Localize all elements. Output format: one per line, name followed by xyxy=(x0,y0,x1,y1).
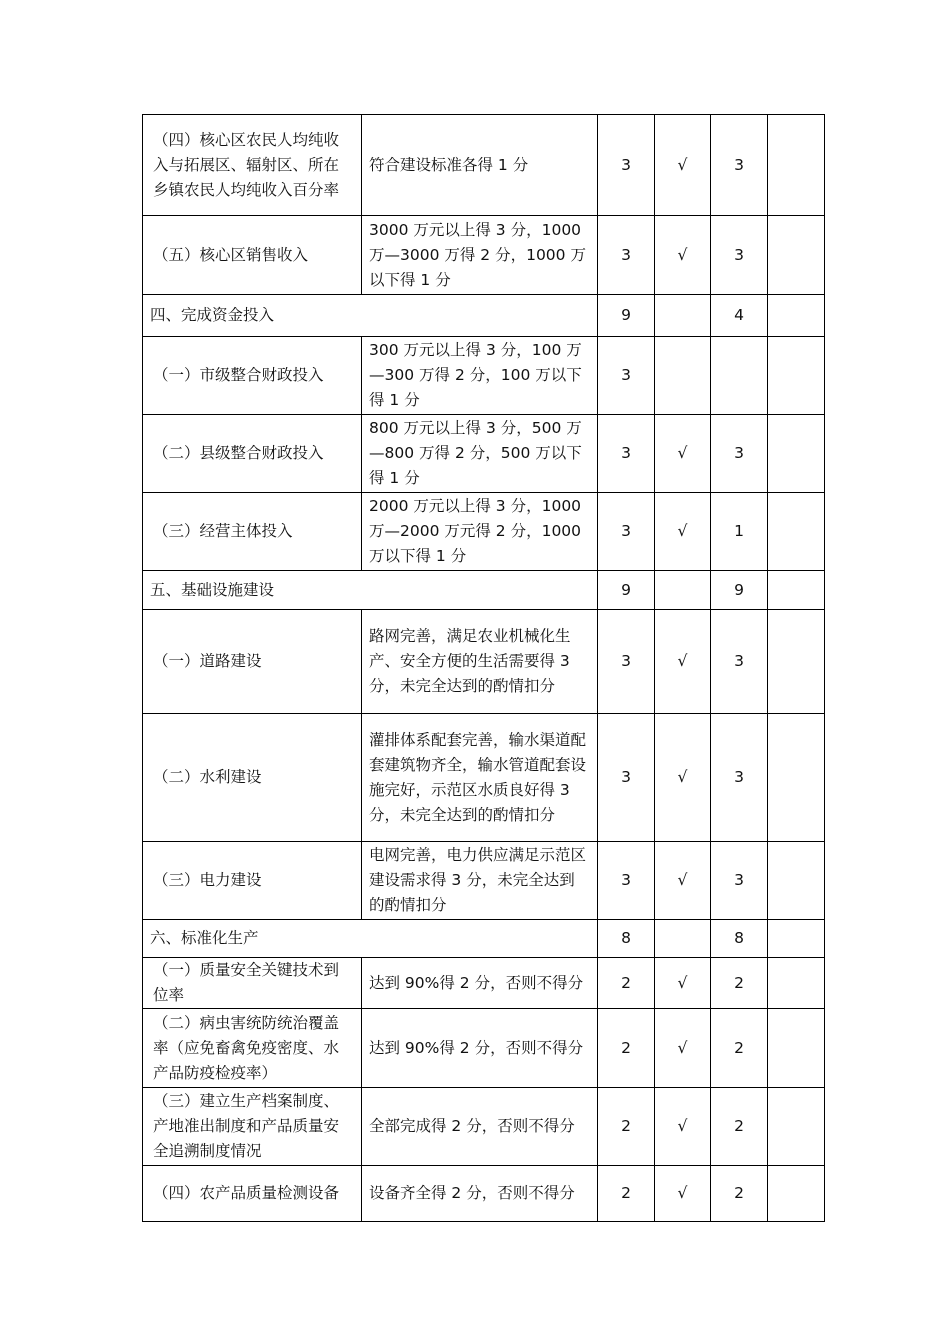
remark-cell xyxy=(768,115,825,216)
item-name-cell: （二）县级整合财政投入 xyxy=(143,415,362,493)
actual-score-cell: 2 xyxy=(711,1088,768,1166)
section-title-cell: 六、标准化生产 xyxy=(143,920,598,958)
item-name-cell: （一）市级整合财政投入 xyxy=(143,337,362,415)
item-name-cell: （四）农产品质量检测设备 xyxy=(143,1166,362,1222)
item-name-cell: （一）道路建设 xyxy=(143,610,362,714)
actual-score-cell: 4 xyxy=(711,295,768,337)
item-row xyxy=(143,216,825,295)
item-name-cell: （四）核心区农民人均纯收入与拓展区、辐射区、所在乡镇农民人均纯收入百分率 xyxy=(143,115,362,216)
item-name-cell: （二）病虫害统防统治覆盖率（应免畜禽免疫密度、水产品防疫检疫率） xyxy=(143,1009,362,1088)
item-row xyxy=(143,493,825,571)
actual-score-cell xyxy=(711,337,768,415)
item-row xyxy=(143,115,825,216)
full-score-cell: 2 xyxy=(598,1009,655,1088)
full-score-cell: 3 xyxy=(598,115,655,216)
check-mark-cell: √ xyxy=(655,958,711,1009)
remark-cell xyxy=(768,958,825,1009)
item-name-cell: （三）电力建设 xyxy=(143,842,362,920)
item-name-cell: （二）水利建设 xyxy=(143,714,362,842)
item-name-cell: （一）质量安全关键技术到位率 xyxy=(143,958,362,1009)
remark-cell xyxy=(768,493,825,571)
full-score-cell: 3 xyxy=(598,415,655,493)
actual-score-cell: 2 xyxy=(711,1009,768,1088)
actual-score-cell: 3 xyxy=(711,415,768,493)
item-row xyxy=(143,958,825,1009)
section-title-cell: 四、完成资金投入 xyxy=(143,295,598,337)
section-title-cell: 五、基础设施建设 xyxy=(143,571,598,610)
actual-score-cell: 9 xyxy=(711,571,768,610)
criteria-cell: 300 万元以上得 3 分，100 万—300 万得 2 分，100 万以下得 1 分 xyxy=(362,337,598,415)
actual-score-cell: 8 xyxy=(711,920,768,958)
full-score-cell: 2 xyxy=(598,958,655,1009)
criteria-cell: 2000 万元以上得 3 分，1000 万—2000 万元得 2 分，1000 万以下得 1 分 xyxy=(362,493,598,571)
remark-cell xyxy=(768,1009,825,1088)
item-name-cell: （三）建立生产档案制度、产地准出制度和产品质量安全追溯制度情况 xyxy=(143,1088,362,1166)
criteria-cell: 3000 万元以上得 3 分，1000 万—3000 万得 2 分，1000 万以下得 1 分 xyxy=(362,216,598,295)
check-mark-cell: √ xyxy=(655,842,711,920)
remark-cell xyxy=(768,610,825,714)
section-row xyxy=(143,571,825,610)
criteria-cell: 达到 90%得 2 分，否则不得分 xyxy=(362,958,598,1009)
item-row xyxy=(143,610,825,714)
check-mark-cell: √ xyxy=(655,1166,711,1222)
check-mark-cell: √ xyxy=(655,714,711,842)
criteria-cell: 灌排体系配套完善，输水渠道配套建筑物齐全，输水管道配套设施完好，示范区水质良好得 3 分，未完全达到的酌情扣分 xyxy=(362,714,598,842)
remark-cell xyxy=(768,337,825,415)
scoring-table-body xyxy=(143,115,825,1222)
remark-cell xyxy=(768,295,825,337)
full-score-cell: 8 xyxy=(598,920,655,958)
actual-score-cell: 3 xyxy=(711,714,768,842)
item-row xyxy=(143,415,825,493)
actual-score-cell: 3 xyxy=(711,610,768,714)
criteria-cell: 符合建设标准各得 1 分 xyxy=(362,115,598,216)
check-mark-cell: √ xyxy=(655,1088,711,1166)
check-mark-cell: √ xyxy=(655,493,711,571)
item-row xyxy=(143,714,825,842)
check-mark-cell xyxy=(655,920,711,958)
actual-score-cell: 3 xyxy=(711,115,768,216)
criteria-cell: 设备齐全得 2 分，否则不得分 xyxy=(362,1166,598,1222)
criteria-cell: 路网完善，满足农业机械化生产、安全方便的生活需要得 3 分，未完全达到的酌情扣分 xyxy=(362,610,598,714)
item-row xyxy=(143,842,825,920)
check-mark-cell: √ xyxy=(655,115,711,216)
item-row xyxy=(143,337,825,415)
section-row xyxy=(143,295,825,337)
criteria-cell: 电网完善，电力供应满足示范区建设需求得 3 分，未完全达到的酌情扣分 xyxy=(362,842,598,920)
check-mark-cell xyxy=(655,295,711,337)
actual-score-cell: 3 xyxy=(711,216,768,295)
item-name-cell: （三）经营主体投入 xyxy=(143,493,362,571)
full-score-cell: 3 xyxy=(598,842,655,920)
remark-cell xyxy=(768,714,825,842)
full-score-cell: 3 xyxy=(598,610,655,714)
actual-score-cell: 2 xyxy=(711,958,768,1009)
remark-cell xyxy=(768,920,825,958)
check-mark-cell: √ xyxy=(655,415,711,493)
item-row xyxy=(143,1166,825,1222)
full-score-cell: 9 xyxy=(598,571,655,610)
full-score-cell: 3 xyxy=(598,714,655,842)
check-mark-cell xyxy=(655,571,711,610)
full-score-cell: 3 xyxy=(598,493,655,571)
criteria-cell: 全部完成得 2 分，否则不得分 xyxy=(362,1088,598,1166)
full-score-cell: 3 xyxy=(598,337,655,415)
remark-cell xyxy=(768,415,825,493)
full-score-cell: 9 xyxy=(598,295,655,337)
criteria-cell: 800 万元以上得 3 分，500 万—800 万得 2 分，500 万以下得 1 分 xyxy=(362,415,598,493)
check-mark-cell xyxy=(655,337,711,415)
full-score-cell: 3 xyxy=(598,216,655,295)
scoring-table xyxy=(142,114,825,1222)
full-score-cell: 2 xyxy=(598,1166,655,1222)
actual-score-cell: 3 xyxy=(711,842,768,920)
remark-cell xyxy=(768,842,825,920)
remark-cell xyxy=(768,1166,825,1222)
check-mark-cell: √ xyxy=(655,216,711,295)
check-mark-cell: √ xyxy=(655,1009,711,1088)
actual-score-cell: 1 xyxy=(711,493,768,571)
item-row xyxy=(143,1088,825,1166)
check-mark-cell: √ xyxy=(655,610,711,714)
remark-cell xyxy=(768,216,825,295)
full-score-cell: 2 xyxy=(598,1088,655,1166)
criteria-cell: 达到 90%得 2 分，否则不得分 xyxy=(362,1009,598,1088)
actual-score-cell: 2 xyxy=(711,1166,768,1222)
item-name-cell: （五）核心区销售收入 xyxy=(143,216,362,295)
section-row xyxy=(143,920,825,958)
item-row xyxy=(143,1009,825,1088)
remark-cell xyxy=(768,571,825,610)
remark-cell xyxy=(768,1088,825,1166)
